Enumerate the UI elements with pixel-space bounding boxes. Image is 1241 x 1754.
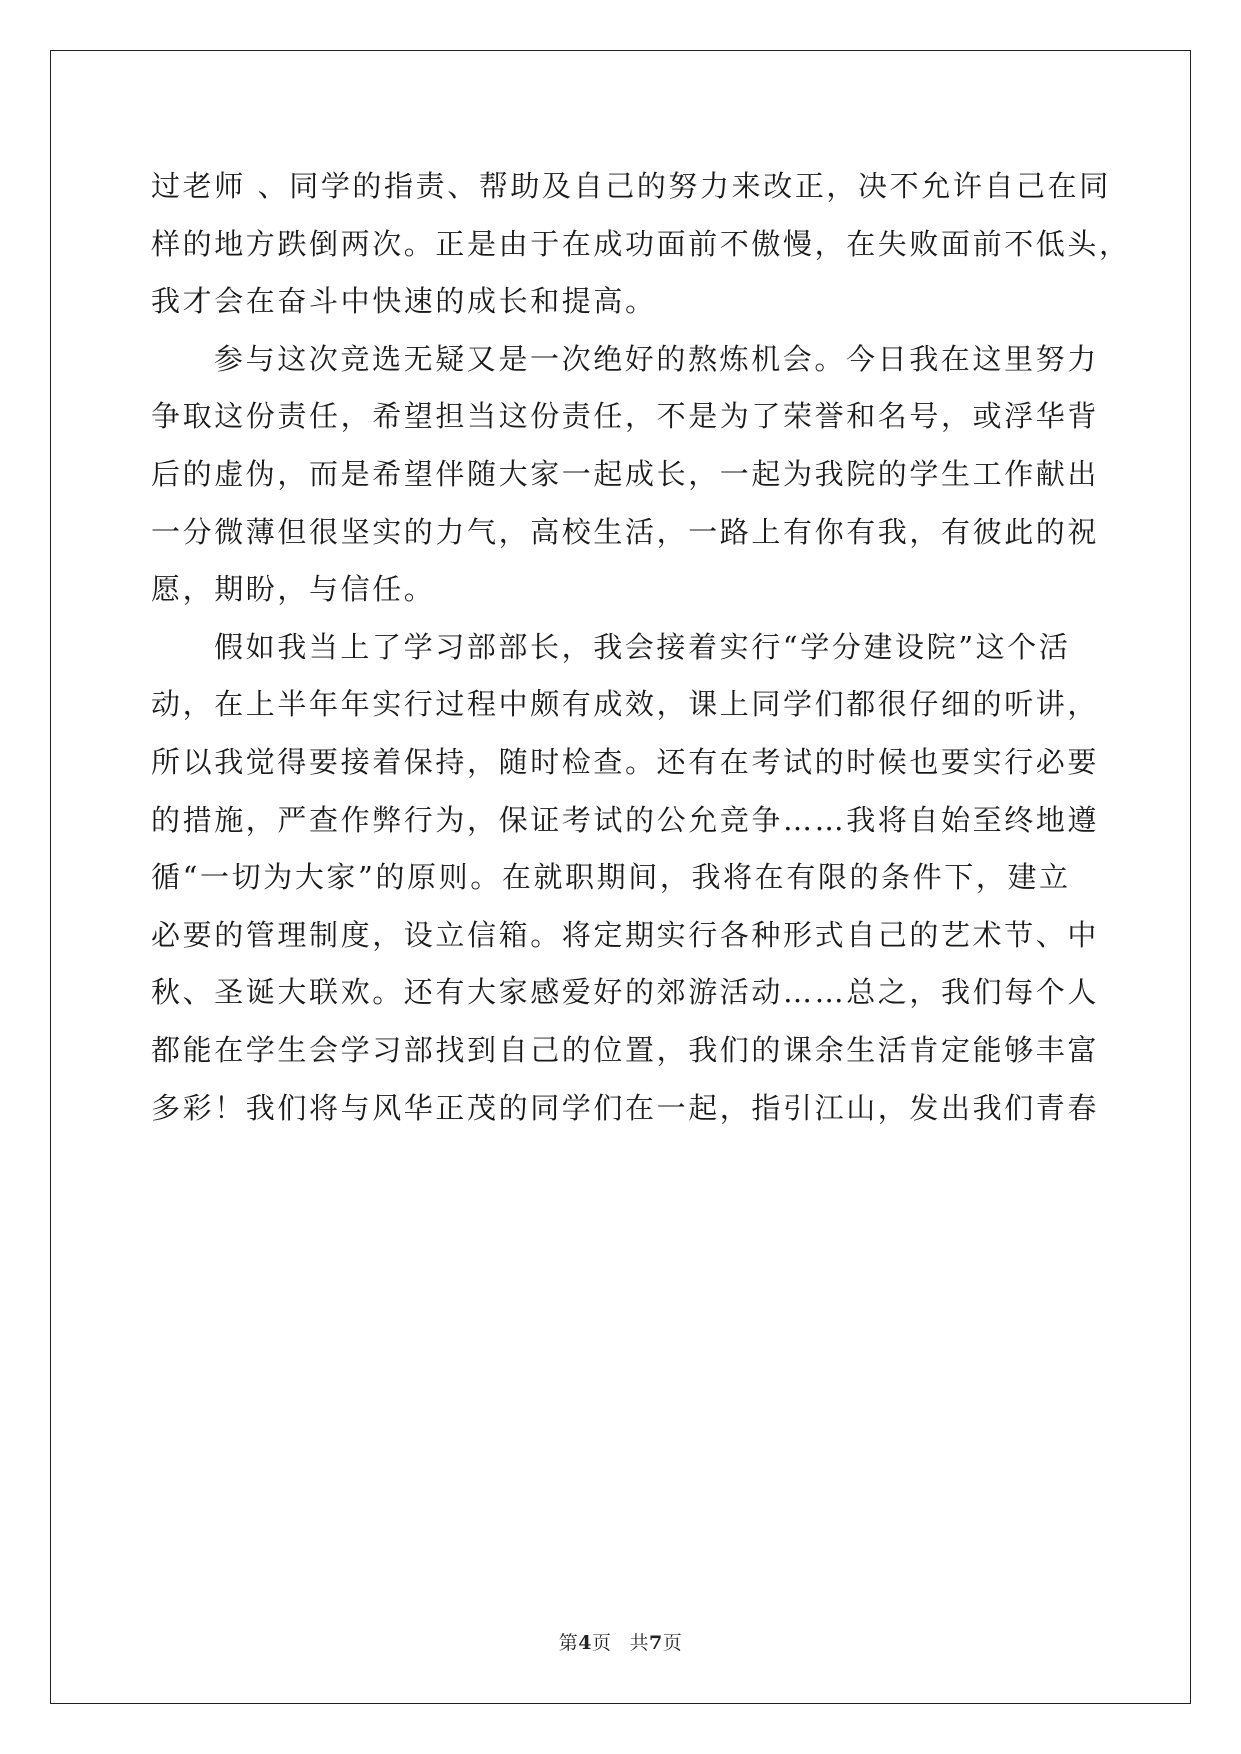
total-prefix: 共 — [629, 1632, 650, 1654]
total-page-number: 7 — [649, 1632, 663, 1654]
current-page-number: 4 — [578, 1632, 592, 1654]
paragraph-3-line-7: 秋、圣诞大联欢。还有大家感爱好的郊游活动……总之，我们每个人 — [151, 975, 1100, 1010]
paragraph-1-line-1: 过老师 、同学的指责、帮助及自己的努力来改正，决不允许自己在同 — [151, 169, 1111, 203]
page-prefix: 第 — [558, 1632, 579, 1654]
paragraph-2-line-5: 愿，期盼，与信任。 — [151, 572, 436, 607]
paragraph-2-line-4: 一分微薄但很坚实的力气，高校生活，一路上有你有我，有彼此的祝 — [151, 514, 1100, 549]
paragraph-3-line-5: 循“一切为大家”的原则。在就职期间，我将在有限的条件下，建立 — [151, 860, 1071, 895]
paragraph-1-line-2: 样的地方跌倒两次。正是由于在成功面前不傲慢，在失败面前不低头， — [151, 226, 1131, 261]
paragraph-3-line-1: 假如我当上了学习部部长，我会接着实行“学分建设院”这个活 — [214, 629, 1071, 664]
paragraph-3-line-3: 所以我觉得要接着保持，随时检查。还有在考试的时候也要实行必要 — [151, 744, 1100, 779]
paragraph-2-line-3: 后的虚伪，而是希望伴随大家一起成长，一起为我院的学生工作献出 — [151, 456, 1100, 491]
paragraph-3-line-6: 必要的管理制度，设立信箱。将定期实行各种形式自己的艺术节、中 — [151, 917, 1100, 952]
paragraph-3-line-2: 动，在上半年年实行过程中颇有成效，课上同学们都很仔细的听讲， — [151, 687, 1100, 722]
paragraph-3-line-8: 都能在学生会学习部找到自己的位置，我们的课余生活肯定能够丰富 — [151, 1032, 1100, 1067]
paragraph-2-line-2: 争取这份责任，希望担当这份责任，不是为了荣誉和名号，或浮华背 — [151, 399, 1100, 434]
paragraph-2-line-1: 参与这次竞选无疑又是一次绝好的熬炼机会。今日我在这里努力 — [214, 341, 1099, 376]
total-suffix: 页 — [662, 1632, 683, 1654]
paragraph-1-line-3: 我才会在奋斗中快速的成长和提高。 — [151, 284, 657, 319]
document-body — [151, 158, 1131, 1137]
paragraph-3-line-9: 多彩！我们将与风华正茂的同学们在一起，指引江山，发出我们青春 — [151, 1090, 1100, 1125]
paragraph-3-line-4: 的措施，严查作弊行为，保证考试的公允竞争……我将自始至终地遵 — [151, 802, 1100, 837]
page-suffix: 页 — [591, 1632, 612, 1654]
page-footer — [0, 1628, 1241, 1655]
